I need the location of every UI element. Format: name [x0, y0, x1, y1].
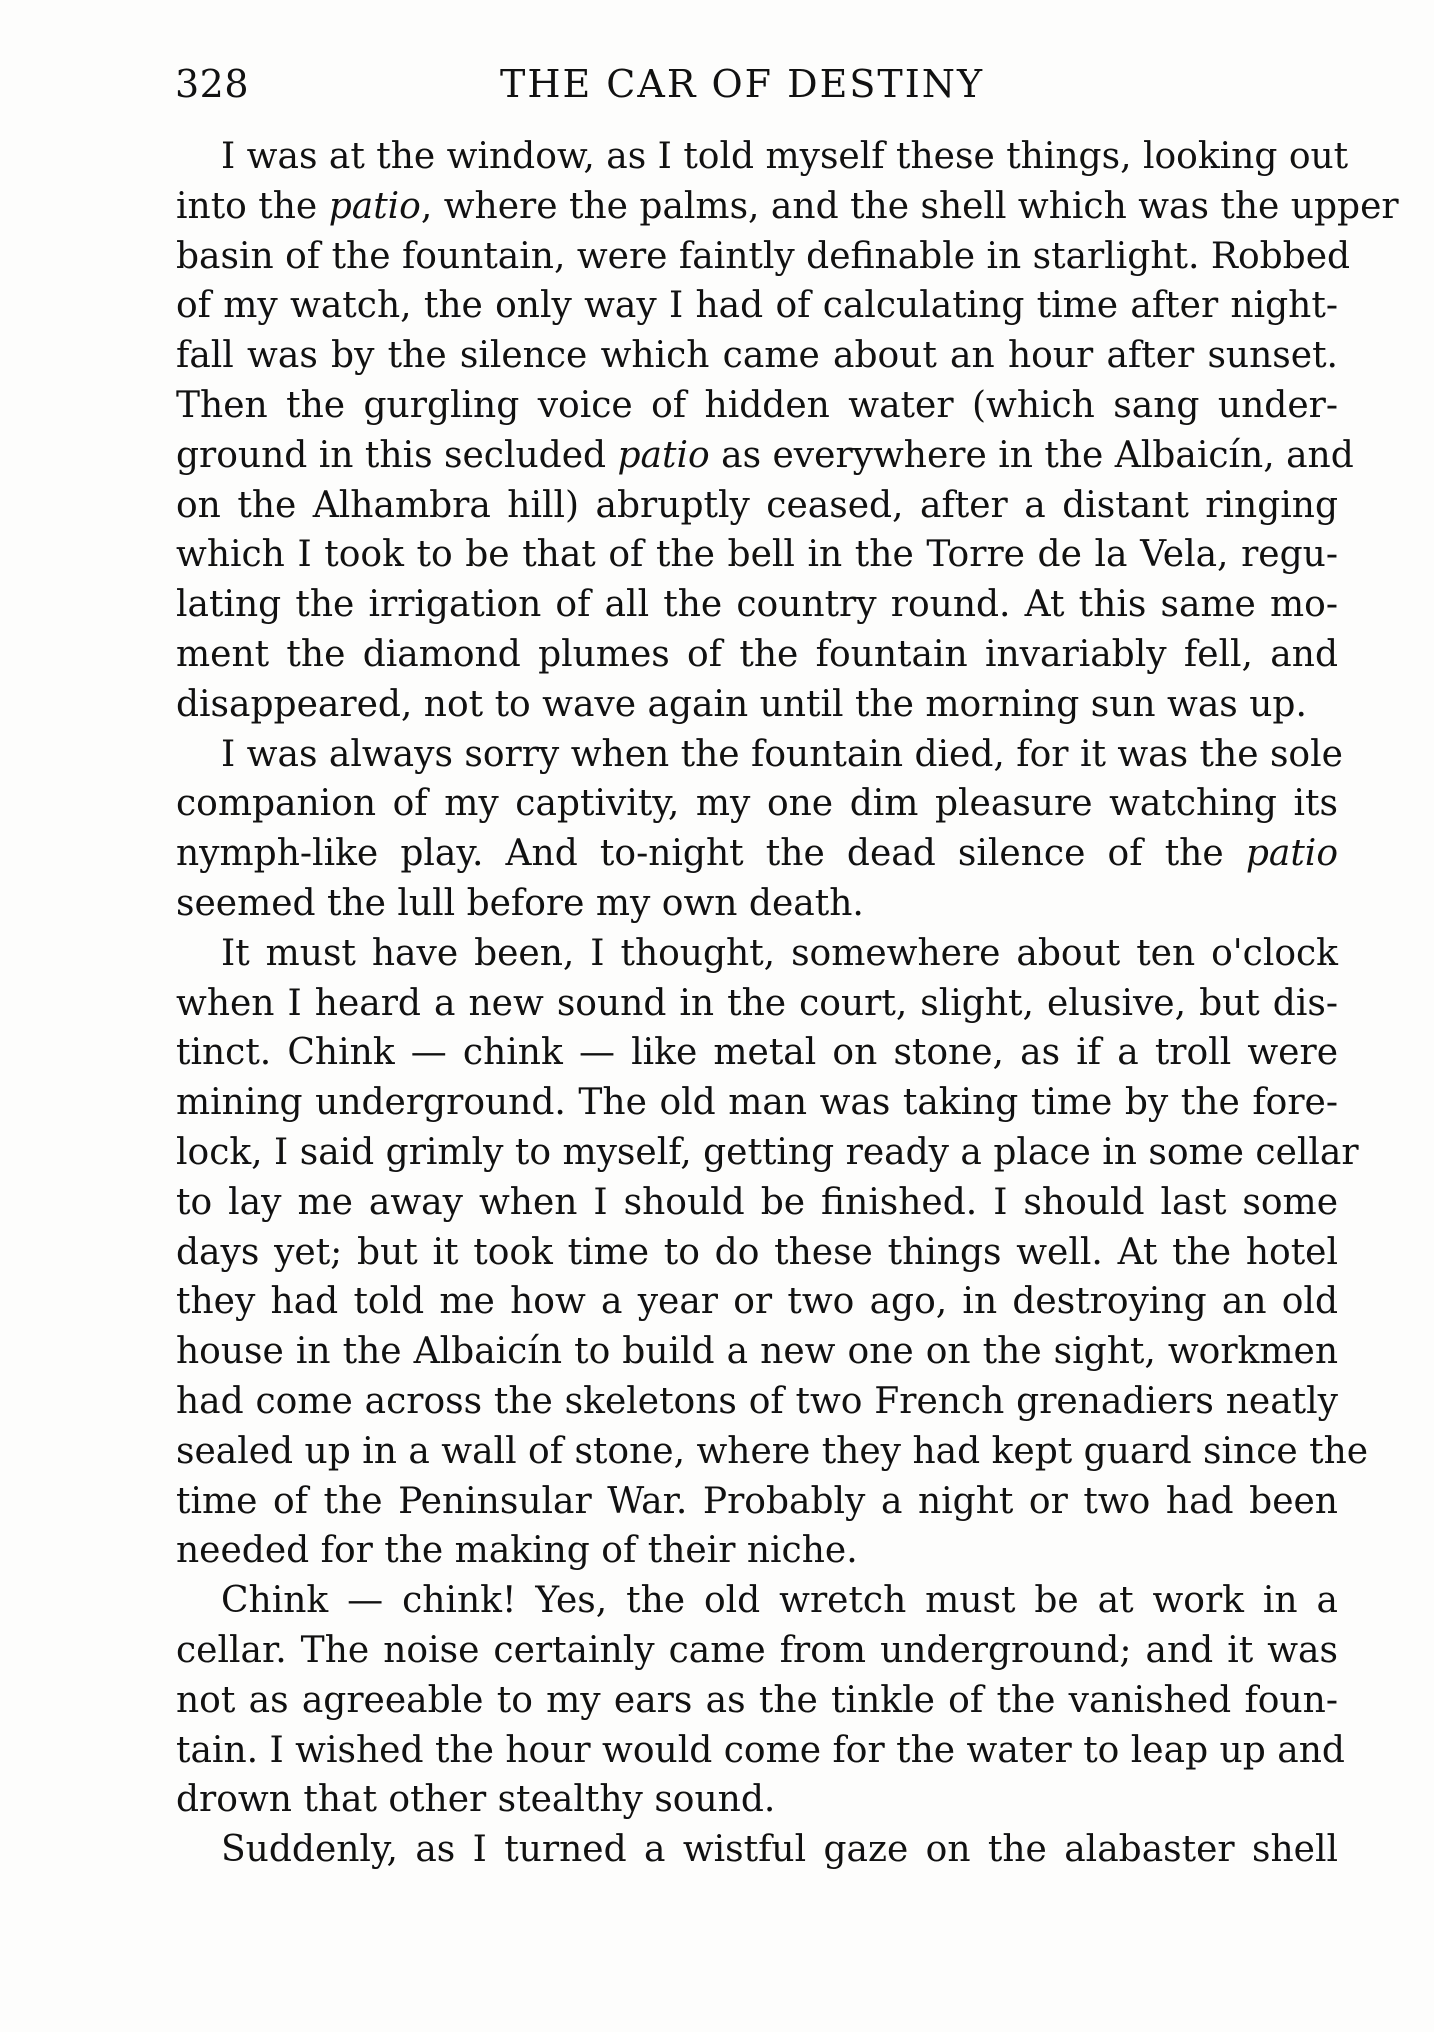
paragraph [176, 929, 1369, 1576]
paragraph [176, 1825, 1338, 1875]
text-line: to lay me away when I should be finished. I should last some [176, 1181, 1338, 1223]
paragraph [176, 132, 1399, 730]
text-line: basin of the fountain, were faintly definable in starlight. Robbed [176, 235, 1351, 277]
text-line: of my watch, the only way I had of calculating time after night- [176, 285, 1338, 327]
text-line: tinct. Chink — chink — like metal on stone, as if a troll were [176, 1032, 1338, 1074]
paragraph [176, 1576, 1345, 1825]
text-line: tain. I wished the hour would come for the water to leap up and [176, 1729, 1345, 1771]
text-line: which I took to be that of the bell in the Torre de la Vela, regu- [176, 534, 1338, 576]
text-line: they had told me how a year or two ago, in destroying an old [176, 1281, 1338, 1323]
text-line: days yet; but it took time to do these things well. At the hotel [176, 1231, 1338, 1273]
text-line: not as agreeable to my ears as the tinkle of the vanished foun- [176, 1679, 1338, 1721]
text-line: ment the diamond plumes of the fountain invariably fell, and [176, 633, 1338, 675]
text-line: lock, I said grimly to myself, getting ready a place in some cellar [176, 1131, 1359, 1173]
text-line: drown that other stealthy sound. [176, 1779, 776, 1821]
text-line: Chink — chink! Yes, the old wretch must be at work in a [221, 1580, 1338, 1622]
text-line: Then the gurgling voice of hidden water (which sang under- [176, 384, 1338, 426]
text-line: into the patio, where the palms, and the shell which was the upper [176, 185, 1399, 227]
running-head [175, 62, 1340, 122]
text-line: lating the irrigation of all the country round. At this same mo- [176, 584, 1338, 626]
text-line: on the Alhambra hill) abruptly ceased, after a distant ringing [176, 484, 1338, 526]
text-line: I was at the window, as I told myself these things, looking out [221, 136, 1349, 177]
text-line: Suddenly, as I turned a wistful gaze on the alabaster shell [221, 1829, 1338, 1871]
text-line: needed for the making of their niche. [176, 1530, 858, 1572]
text-line: mining underground. The old man was taking time by the fore- [176, 1082, 1338, 1124]
text-line: had come across the skeletons of two French grenadiers neatly [176, 1380, 1338, 1422]
text-line: when I heard a new sound in the court, slight, elusive, but dis- [176, 982, 1338, 1024]
text-line: seemed the lull before my own death. [176, 882, 864, 924]
text-line: It must have been, I thought, somewhere about ten o'clock [221, 932, 1338, 974]
text-line: time of the Peninsular War. Probably a night or two had been [176, 1480, 1338, 1522]
text-line: companion of my captivity, my one dim pleasure watching its [176, 783, 1338, 825]
text-line: disappeared, not to wave again until the morning sun was up. [176, 683, 1307, 725]
text-line: house in the Albaicín to build a new one on the sight, workmen [176, 1331, 1338, 1373]
text-line: cellar. The noise certainly came from underground; and it was [176, 1629, 1338, 1671]
page-number: 328 [175, 62, 250, 106]
text-line: sealed up in a wall of stone, where they had kept guard since the [176, 1430, 1369, 1472]
book-title: THE CAR OF DESTINY [500, 62, 985, 106]
text-line: fall was by the silence which came about an hour after sunset. [176, 335, 1338, 377]
text-line: ground in this secluded patio as everywhere in the Albaicín, and [176, 434, 1354, 476]
text-line: I was always sorry when the fountain died, for it was the sole [221, 733, 1343, 775]
paragraph [176, 730, 1343, 929]
body-text [176, 132, 1399, 1875]
text-line: nymph-like play. And to-night the dead silence of the patio [176, 833, 1338, 875]
